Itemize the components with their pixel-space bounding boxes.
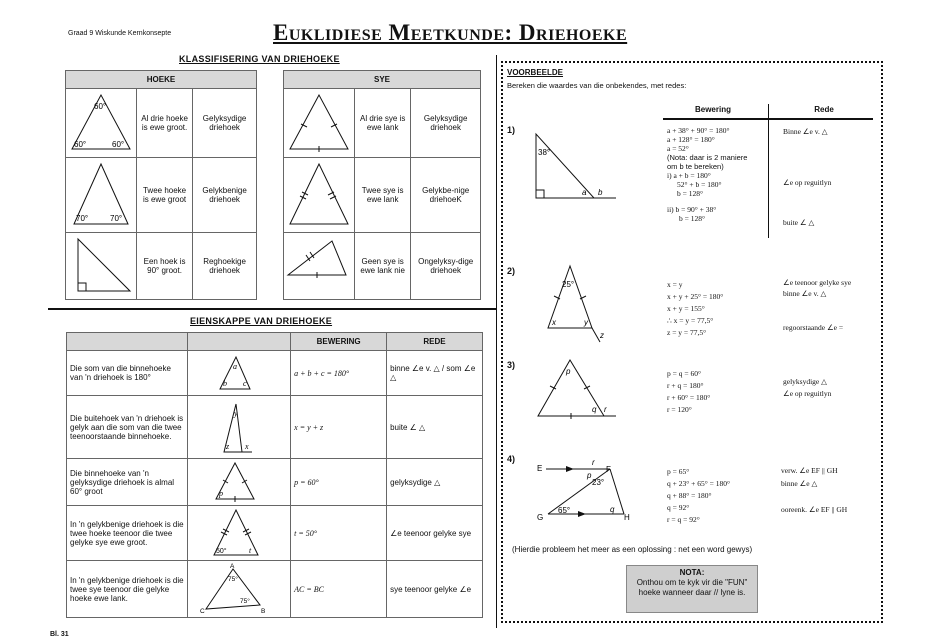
angle-label: p	[566, 367, 571, 376]
statement-line: p = 65°	[667, 467, 690, 476]
statement-line: (Nota: daar is 2 maniere	[667, 153, 748, 162]
side-name: Ongelyksy-dige driehoek	[411, 233, 481, 300]
equilateral-sides-icon	[284, 89, 354, 155]
isosceles-sides-figure	[284, 158, 355, 233]
angle-name: Gelykbenige driehoek	[193, 158, 257, 233]
angle-label: x	[245, 442, 249, 451]
statement-line: a + 38° + 90° = 180°	[667, 126, 730, 135]
example-2-figure	[536, 262, 616, 344]
reason: ∠e op reguitlyn	[783, 178, 832, 187]
statement-line: x + y + 25° = 180°	[667, 292, 724, 301]
property-text: Die buitehoek van 'n driehoek is gelyk aan die som van die twee teenoorstaande binnehoeke.	[67, 396, 188, 459]
example-1-statements	[667, 126, 747, 223]
angles-header: HOEKE	[66, 71, 257, 89]
statement-line: a = 52°	[667, 144, 689, 153]
angle-label: q	[610, 505, 615, 514]
reason: buite ∠ △	[783, 218, 815, 227]
vertex-label: F	[606, 465, 611, 474]
properties-table	[66, 332, 483, 618]
angle-label: z	[226, 442, 230, 451]
properties-statement-header: BEWERING	[291, 333, 387, 351]
nota-text: Onthou om te kyk vir die "FUN" hoeke wanneer daar // lyne is.	[636, 578, 748, 597]
isosceles-sides-icon	[284, 158, 354, 230]
example-3-figure	[534, 354, 624, 420]
reason: ∠e op reguitlyn	[783, 389, 832, 398]
angle-name: Gelyksydige driehoek	[193, 89, 257, 158]
examples-footnote: (Hierdie probleem het meer as een oplossing : net een word gewys)	[512, 545, 753, 554]
example-3-statements	[667, 368, 710, 416]
angle-label: t	[249, 546, 252, 555]
side-desc: Twee sye is ewe lank	[355, 158, 411, 233]
page-number: Bl. 31	[50, 631, 69, 638]
angle-label: 60°	[94, 102, 107, 111]
angle-label: 50°	[216, 548, 227, 555]
statement-line: om b te bereken)	[667, 162, 724, 171]
equilateral-sides-figure	[284, 89, 355, 158]
angle-label: p	[587, 471, 592, 480]
statement-line: r + 60° = 180°	[667, 393, 711, 402]
property-statement: AC = BC	[291, 561, 387, 618]
examples-instruction: Bereken die waardes van die onbekendes, met redes:	[507, 81, 687, 90]
reason: ooreenk. ∠e EF || GH	[781, 505, 848, 514]
angle-label: 38°	[538, 148, 551, 157]
scalene-figure	[284, 233, 355, 300]
angle-label: a	[233, 362, 238, 371]
side-desc: Al drie sye is ewe lank	[355, 89, 411, 158]
nota-title: NOTA:	[679, 568, 705, 577]
property-statement: t = 50°	[291, 506, 387, 561]
statement-line: p = q = 60°	[667, 369, 701, 378]
statement-line: q + 23° + 65° = 180°	[667, 479, 730, 488]
property-reason: gelyksydige △	[387, 459, 483, 506]
statement-line: x = y	[667, 280, 683, 289]
statement-line: x + y = 155°	[667, 304, 705, 313]
triangle-icon	[188, 351, 283, 393]
vertex-label: B	[261, 608, 266, 615]
statement-line: 52° + b = 180°	[677, 180, 722, 189]
angle-label: 23°	[592, 478, 605, 487]
statement-line: i) a + b = 180°	[667, 171, 711, 180]
angles-table	[65, 70, 257, 300]
property-reason: binne ∠e v. △ / som ∠e △	[387, 351, 483, 396]
isosceles-angles-triangle-icon	[188, 561, 283, 615]
vertex-label: G	[537, 513, 544, 522]
property-figure	[188, 396, 291, 459]
example-1-figure	[528, 128, 618, 203]
angle-label: 75°	[240, 598, 250, 605]
statement-line: ∴ x = y = 77,5°	[667, 316, 714, 325]
example-4-statements	[667, 466, 730, 526]
statement-line: r + q = 180°	[667, 381, 704, 390]
classification-title: KLASSIFISERING VAN DRIEHOEKE	[179, 54, 340, 64]
reason: gelyksydige △	[783, 377, 827, 386]
example-number: 4)	[507, 454, 516, 464]
reason: ∠e teenoor gelyke sye	[783, 278, 852, 287]
vertex-label: A	[230, 563, 235, 570]
angle-desc: Twee hoeke is ewe groot	[137, 158, 193, 233]
angle-label: r	[604, 405, 607, 414]
property-statement: a + b + c = 180°	[291, 351, 387, 396]
angle-desc: Al drie hoeke is ewe groot.	[137, 89, 193, 158]
reason: binne ∠e △	[781, 479, 818, 488]
examples-title: VOORBEELDE	[507, 68, 564, 77]
angle-label: q	[592, 405, 597, 414]
right-figure	[66, 233, 137, 300]
angle-label: p	[219, 489, 224, 498]
vertex-label: E	[537, 464, 543, 473]
properties-reason-header: REDE	[387, 333, 483, 351]
side-desc: Geen sye is ewe lank nie	[355, 233, 411, 300]
examples-statement-header: Bewering	[694, 105, 731, 114]
equilateral-triangle-icon	[66, 89, 136, 155]
property-text: Die binnehoeke van 'n gelyksydige driehoek is almal 60° groot	[67, 459, 188, 506]
example-number: 1)	[507, 125, 516, 135]
isosceles-triangle-icon	[66, 158, 136, 230]
example-4-figure	[534, 454, 644, 528]
statement-line: ii) b = 90° + 38°	[667, 205, 717, 214]
property-text: Die som van die binnehoeke van 'n driehoek is 180°	[67, 351, 188, 396]
property-figure	[188, 351, 291, 396]
statement-line: a + 128° = 180°	[667, 135, 715, 144]
angle-label: y	[584, 318, 588, 327]
angle-label: 70°	[76, 214, 89, 223]
statement-line: q = 92°	[667, 503, 690, 512]
exterior-angle-triangle-icon	[188, 396, 283, 456]
property-statement: x = y + z	[291, 396, 387, 459]
nota-box	[626, 565, 758, 613]
page-title: Euklidiese Meetkunde: Driehoeke	[273, 20, 628, 45]
statement-line: z = y = 77,5°	[667, 328, 707, 337]
angle-label: 65°	[558, 506, 571, 515]
angle-label: z	[600, 331, 604, 340]
statement-line: r = 120°	[667, 405, 692, 414]
property-reason: sye teenoor gelyke ∠e	[387, 561, 483, 618]
example-2-statements	[667, 279, 723, 339]
examples-column-rule	[768, 104, 769, 238]
properties-title: EIENSKAPPE VAN DRIEHOEKE	[190, 316, 333, 326]
angle-label: y	[234, 409, 238, 418]
angle-label: c	[243, 379, 247, 388]
right-triangle-icon	[66, 233, 136, 297]
vertex-label: C	[200, 608, 205, 615]
side-name: Gelyksydige driehoek	[411, 89, 481, 158]
equilateral-figure	[66, 89, 137, 158]
property-figure	[188, 561, 291, 618]
property-figure	[188, 459, 291, 506]
angle-desc: Een hoek is 90° groot.	[137, 233, 193, 300]
angle-label: 60°	[74, 140, 87, 149]
isosceles-triangle-icon	[188, 506, 283, 558]
vertex-label: H	[624, 513, 630, 522]
horizontal-divider	[48, 308, 496, 310]
angle-label: 70°	[110, 214, 123, 223]
scalene-triangle-icon	[284, 233, 354, 297]
angle-label: a	[582, 188, 587, 197]
statement-line: b = 128°	[679, 214, 705, 223]
sides-table	[283, 70, 481, 300]
angle-label: b	[223, 379, 228, 388]
equilateral-triangle-icon	[188, 459, 283, 503]
angle-name: Reghoekige driehoek	[193, 233, 257, 300]
property-statement: p = 60°	[291, 459, 387, 506]
property-text: In 'n gelykbenige driehoek is die twee sye teenoor die gelyke hoeke ewe lank.	[67, 561, 188, 618]
property-reason: ∠e teenoor gelyke sye	[387, 506, 483, 561]
vertical-divider	[496, 55, 497, 628]
angle-label: r	[592, 458, 595, 467]
reason: verw. ∠e EF || GH	[781, 466, 838, 475]
angle-label: 25°	[562, 280, 575, 289]
examples-reason-header: Rede	[814, 105, 834, 114]
angle-label: b	[598, 188, 603, 197]
statement-line: r = q = 92°	[667, 515, 700, 524]
example-number: 2)	[507, 266, 516, 276]
angle-label: 75°	[228, 576, 238, 583]
angle-label: 60°	[112, 140, 125, 149]
example-number: 3)	[507, 360, 516, 370]
reason: regoorstaande ∠e =	[783, 323, 844, 332]
statement-line: b = 128°	[677, 189, 703, 198]
reason: binne ∠e v. △	[783, 289, 827, 298]
statement-line: q + 88° = 180°	[667, 491, 712, 500]
isosceles-figure	[66, 158, 137, 233]
property-reason: buite ∠ △	[387, 396, 483, 459]
sides-header: SYE	[284, 71, 481, 89]
property-figure	[188, 506, 291, 561]
angle-label: x	[552, 318, 556, 327]
property-text: In 'n gelykbenige driehoek is die twee hoeke teenoor die twee gelyke sye ewe groot.	[67, 506, 188, 561]
side-name: Gelykbe-nige driehoeK	[411, 158, 481, 233]
grade-label: Graad 9 Wiskunde Kernkonsepte	[68, 30, 172, 37]
reason: Binne ∠e v. △	[783, 127, 828, 136]
